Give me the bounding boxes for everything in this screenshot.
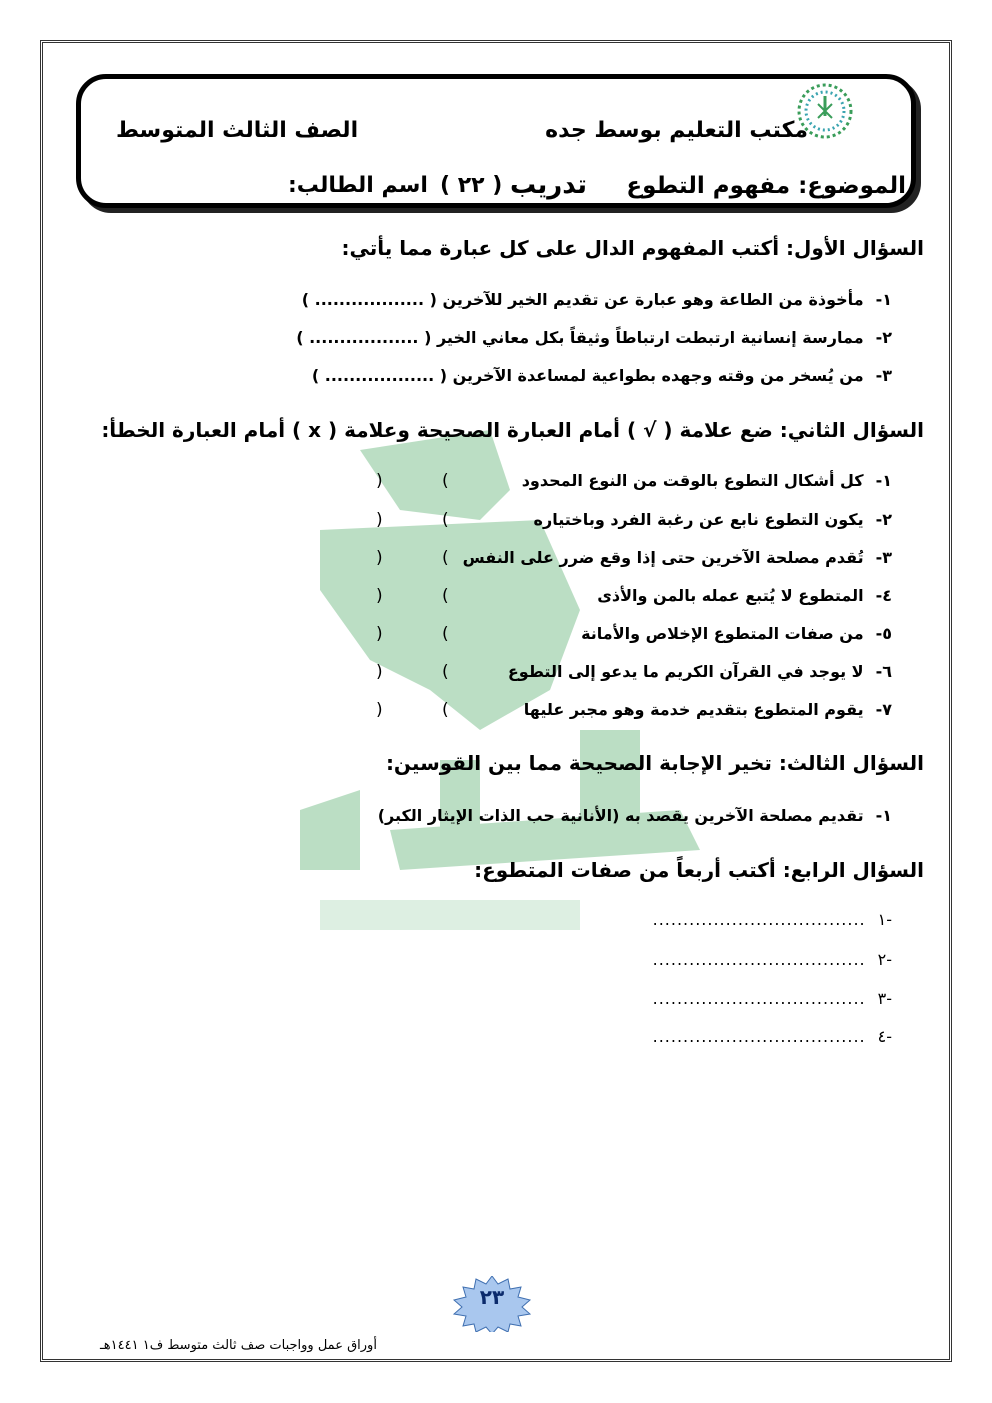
grade-label: الصف الثالث المتوسط <box>116 118 359 143</box>
answer-line-number: -١ <box>877 910 892 929</box>
q2-item-text: من صفات المتطوع الإخلاص والأمانة <box>581 624 864 643</box>
q2-answer-paren-open: ( <box>442 548 449 568</box>
question-2-title: السؤال الثاني: ضع علامة ( √ ) أمام العبارة الصحيحة وعلامة ( x ) أمام العبارة الخطأ: <box>101 418 924 442</box>
training-label: تدريب <box>510 170 588 200</box>
q2-item-text: تُقدم مصلحة الآخرين حتى إذا وقع ضرر على النفس <box>462 548 864 567</box>
student-name-label: اسم الطالب: <box>288 173 428 198</box>
q1-item-number: ٢- <box>875 328 892 347</box>
answer-line-dots: ................................... <box>652 989 866 1008</box>
q2-item-number: ٦- <box>875 662 892 681</box>
training-number: ( ٢٢ ) <box>440 173 503 198</box>
q1-item <box>302 290 892 309</box>
answer-line-number: -٢ <box>877 950 892 969</box>
q1-item-text: من يُسخر من وقته وجهده بطواعية لمساعدة الآخرين ( .................. ) <box>311 366 864 385</box>
answer-line-dots: ................................... <box>652 910 866 929</box>
answer-line-dots: ................................... <box>652 1027 866 1046</box>
q2-answer-paren-close[interactable]: ) <box>376 471 383 491</box>
q2-item-text: المتطوع لا يُتبع عمله بالمن والأذى <box>597 586 864 605</box>
answer-line[interactable] <box>653 910 892 929</box>
q2-answer-paren-close[interactable]: ) <box>376 624 383 644</box>
question-4-title: السؤال الرابع: أكتب أربعاً من صفات المتطوع: <box>474 858 924 882</box>
answer-line[interactable] <box>653 1027 892 1046</box>
q2-item-number: ١- <box>875 471 892 490</box>
q2-item-text: يقوم المتطوع بتقديم خدمة وهو مجبر عليها <box>523 700 864 719</box>
subject-label: الموضوع: مفهوم التطوع <box>626 173 906 199</box>
q2-answer-paren-open: ( <box>442 662 449 682</box>
page-number: ٢٣ <box>479 1285 505 1309</box>
answer-line-number: -٣ <box>877 989 892 1008</box>
q2-item <box>534 510 892 529</box>
q1-item-text: مأخوذة من الطاعة وهو عبارة عن تقديم الخير للآخرين ( .................. ) <box>301 290 864 309</box>
q1-item-number: ٣- <box>875 366 892 385</box>
footer-text: أوراق عمل وواجبات صف ثالث متوسط ف١ ١٤٤١هـ <box>100 1338 377 1353</box>
q3-item <box>378 806 892 825</box>
q1-item <box>312 366 892 385</box>
q2-item-text: يكون التطوع نابع عن رغبة الفرد وباختياره <box>533 510 864 529</box>
q2-answer-paren-open: ( <box>442 510 449 530</box>
q2-answer-paren-close[interactable]: ) <box>376 586 383 606</box>
q2-answer-paren-close[interactable]: ) <box>376 700 383 720</box>
q2-item <box>581 624 892 643</box>
q2-item-number: ٣- <box>875 548 892 567</box>
q3-item-number: ١- <box>875 806 892 825</box>
q2-item-number: ٧- <box>875 700 892 719</box>
q2-answer-paren-open: ( <box>442 471 449 491</box>
q2-answer-paren-open: ( <box>442 700 449 720</box>
q1-item-number: ١- <box>875 290 892 309</box>
office-name: مكتب التعليم بوسط جده <box>545 118 808 143</box>
q3-item-text: تقديم مصلحة الآخرين يقصد به (الأنانية حب الذات الإيثار الكبر) <box>377 806 864 825</box>
q2-answer-paren-close[interactable]: ) <box>376 510 383 530</box>
q2-item-number: ٤- <box>875 586 892 605</box>
q2-item <box>524 700 892 719</box>
q2-item-number: ٢- <box>875 510 892 529</box>
q2-answer-paren-close[interactable]: ) <box>376 662 383 682</box>
answer-line-number: -٤ <box>877 1027 892 1046</box>
q2-item <box>463 548 892 567</box>
q1-item <box>296 328 892 347</box>
q2-item <box>508 662 892 681</box>
q2-item <box>522 471 892 490</box>
q2-item-text: لا يوجد في القرآن الكريم ما يدعو إلى التطوع <box>507 662 864 681</box>
q2-answer-paren-open: ( <box>442 586 449 606</box>
q2-item-text: كل أشكال التطوع بالوقت من النوع المحدود <box>521 471 864 490</box>
q2-item-number: ٥- <box>875 624 892 643</box>
q2-answer-paren-close[interactable]: ) <box>376 548 383 568</box>
answer-line-dots: ................................... <box>652 950 866 969</box>
answer-line[interactable] <box>653 989 892 1008</box>
q2-answer-paren-open: ( <box>442 624 449 644</box>
question-1-title: السؤال الأول: أكتب المفهوم الدال على كل عبارة مما يأتي: <box>341 236 924 260</box>
question-3-title: السؤال الثالث: تخير الإجابة الصحيحة مما بين القوسين: <box>385 751 924 775</box>
q1-item-text: ممارسة إنسانية ارتبطت ارتباطاً وثيقاً بكل معاني الخير ( .................. ) <box>296 328 864 347</box>
q2-item <box>597 586 892 605</box>
answer-line[interactable] <box>653 950 892 969</box>
